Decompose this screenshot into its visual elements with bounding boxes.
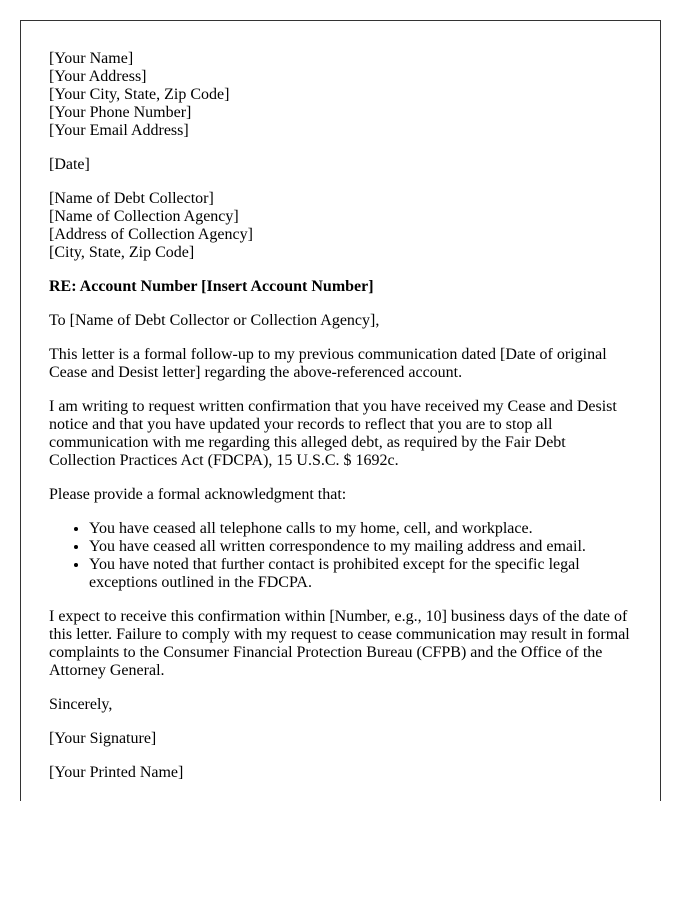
sender-email: [Your Email Address] (49, 122, 189, 139)
date: [Date] (49, 156, 90, 173)
sender-city: [Your City, State, Zip Code] (49, 86, 230, 103)
subject-line: RE: Account Number [Insert Account Number] (49, 278, 374, 295)
recipient-agency: [Name of Collection Agency] (49, 208, 239, 225)
recipient-collector: [Name of Debt Collector] (49, 190, 214, 207)
sender-address: [Your Address] (49, 68, 147, 85)
sender-phone: [Your Phone Number] (49, 104, 192, 121)
list-item: • You have noted that further contact is prohibited except for the specific legal exceptions outlined in the FDCPA. (89, 556, 632, 592)
paragraph: This letter is a formal follow-up to my previous communication dated [Date of original Cease and Desist letter] regarding the above-referenced account. (49, 346, 607, 381)
signature: [Your Signature] (49, 730, 157, 747)
recipient-address: [Address of Collection Agency] (49, 226, 253, 243)
recipient-city: [City, State, Zip Code] (49, 244, 195, 261)
sender-name: [Your Name] (49, 50, 134, 67)
closing: Sincerely, (49, 696, 113, 713)
paragraph: I am writing to request written confirmation that you have received my Cease and Desist notice and that you have updated your records to reflect that you are to stop all communication with me regarding this alleged debt, as required by the Fair Debt Collection Practices Act (FDCPA), 15 U.S.C. $ 1692c. (49, 398, 617, 469)
list-item: • You have ceased all telephone calls to my home, cell, and workplace. (89, 520, 632, 538)
salutation: To [Name of Debt Collector or Collection Agency], (49, 312, 380, 329)
closing-paragraph: I expect to receive this confirmation within [Number, e.g., 10] business days of the date of this letter. Failure to comply with my request to cease communication may result in formal complaints to the Consumer Financial Protection Bureau (CFPB) and the Office of the Attorney General. (49, 608, 630, 679)
printed-name: [Your Printed Name] (49, 764, 184, 781)
acknowledgment-list (49, 520, 632, 592)
letter-document (20, 20, 661, 801)
sender-block (49, 50, 632, 140)
list-item: • You have ceased all written correspondence to my mailing address and email. (89, 538, 632, 556)
recipient-block (49, 190, 632, 262)
paragraph: Please provide a formal acknowledgment that: (49, 486, 347, 503)
